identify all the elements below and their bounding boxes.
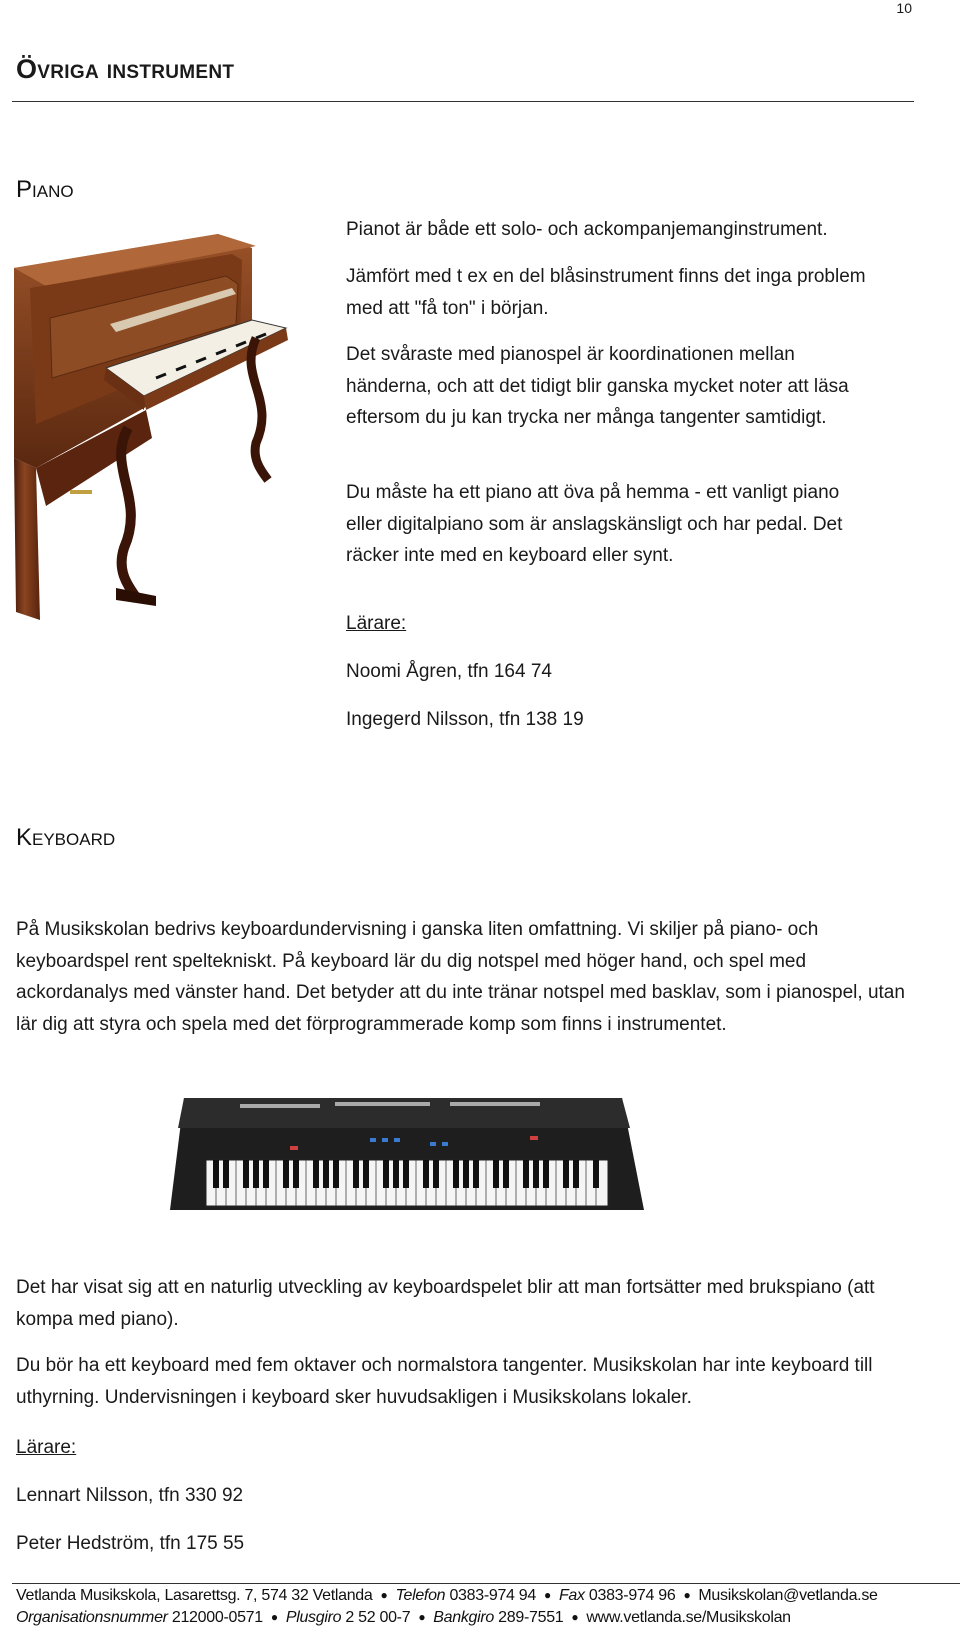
piano-teacher-2: Ingegerd Nilsson, tfn 138 19 xyxy=(346,709,584,730)
keyboard-teachers-label: Lärare: xyxy=(16,1437,77,1458)
keyboard-paragraph-2: Du bör ha ett keyboard med fem oktaver och normalstora tangenter. Musikskolan har inte keyboard till uthyrning. Undervisningen i keyboard sker huvudsakligen i Musikskolans lokaler. xyxy=(16,1355,873,1408)
keyboard-image xyxy=(170,1090,644,1220)
footer-org-label: Organisationsnummer xyxy=(16,1609,168,1626)
footer-plusgiro-label: Plusgiro xyxy=(285,1609,342,1626)
footer-fax-label: Fax xyxy=(558,1587,585,1604)
piano-paragraph-4: Du måste ha ett piano att öva på hemma - ett vanligt piano eller digitalpiano som är anslagskänsligt och har pedal. Det räcker inte med en keyboard eller synt. xyxy=(346,482,843,566)
footer-divider xyxy=(12,1583,960,1584)
piano-image xyxy=(6,228,302,630)
bullet-icon: ● xyxy=(571,1610,579,1624)
footer-phone-label: Telefon xyxy=(395,1587,446,1604)
keyboard-paragraph-1: Det har visat sig att en naturlig utveckling av keyboardspelet blir att man fortsätter med brukspiano (att kompa med piano). xyxy=(16,1277,875,1330)
piano-heading: Piano xyxy=(16,176,74,203)
piano-teacher-1: Noomi Ågren, tfn 164 74 xyxy=(346,661,552,682)
footer-org: 212000-0571 xyxy=(171,1609,263,1626)
keyboard-teacher-1: Lennart Nilsson, tfn 330 92 xyxy=(16,1485,244,1506)
piano-paragraph-1: Pianot är både ett solo- och ackompanjemanginstrument. xyxy=(346,219,828,240)
page-number: 10 xyxy=(896,0,912,16)
footer-bankgiro-label: Bankgiro xyxy=(433,1609,495,1626)
keyboard-intro: På Musikskolan bedrivs keyboardundervisning i ganska liten omfattning. Vi skiljer på piano- och keyboardspel rent speltekniskt. På keyboard lär du dig notspel med höger hand, och spel med ackordanalys med vänster hand. Det betyder att du inte tränar notspel med basklav, som i pianospel, utan lär dig att styra och spela med det förprogrammerade komp som finns i instrumentet. xyxy=(16,919,905,1035)
footer-line-2 xyxy=(16,1609,791,1627)
page-title: Övriga instrument xyxy=(16,54,235,84)
bullet-icon: ● xyxy=(544,1588,551,1602)
footer-fax: 0383-974 96 xyxy=(588,1587,676,1604)
piano-teachers-label: Lärare: xyxy=(346,613,407,634)
footer-address: Vetlanda Musikskola, Lasarettsg. 7, 574 32 Vetlanda xyxy=(16,1587,373,1604)
footer-plusgiro: 2 52 00-7 xyxy=(345,1609,411,1626)
footer-bankgiro: 289-7551 xyxy=(498,1609,564,1626)
bullet-icon: ● xyxy=(270,1610,278,1624)
footer-web[interactable]: www.vetlanda.se/Musikskolan xyxy=(586,1609,791,1626)
piano-paragraph-3: Det svåraste med pianospel är koordinationen mellan händerna, och att det tidigt blir ganska mycket noter att läsa eftersom du ju kan trycka ner många tangenter samtidigt. xyxy=(346,344,849,428)
footer-line-1 xyxy=(16,1587,878,1605)
keyboard-teacher-2: Peter Hedström, tfn 175 55 xyxy=(16,1533,245,1554)
footer-phone: 0383-974 94 xyxy=(449,1587,536,1604)
keyboard-heading: Keyboard xyxy=(16,824,116,851)
bullet-icon: ● xyxy=(380,1588,388,1602)
bullet-icon: ● xyxy=(418,1610,426,1624)
piano-paragraph-2: Jämfört med t ex en del blåsinstrument finns det inga problem med att "få ton" i början. xyxy=(346,266,866,319)
title-divider xyxy=(12,101,914,102)
bullet-icon: ● xyxy=(683,1588,691,1602)
footer-email[interactable]: Musikskolan@vetlanda.se xyxy=(698,1587,878,1604)
